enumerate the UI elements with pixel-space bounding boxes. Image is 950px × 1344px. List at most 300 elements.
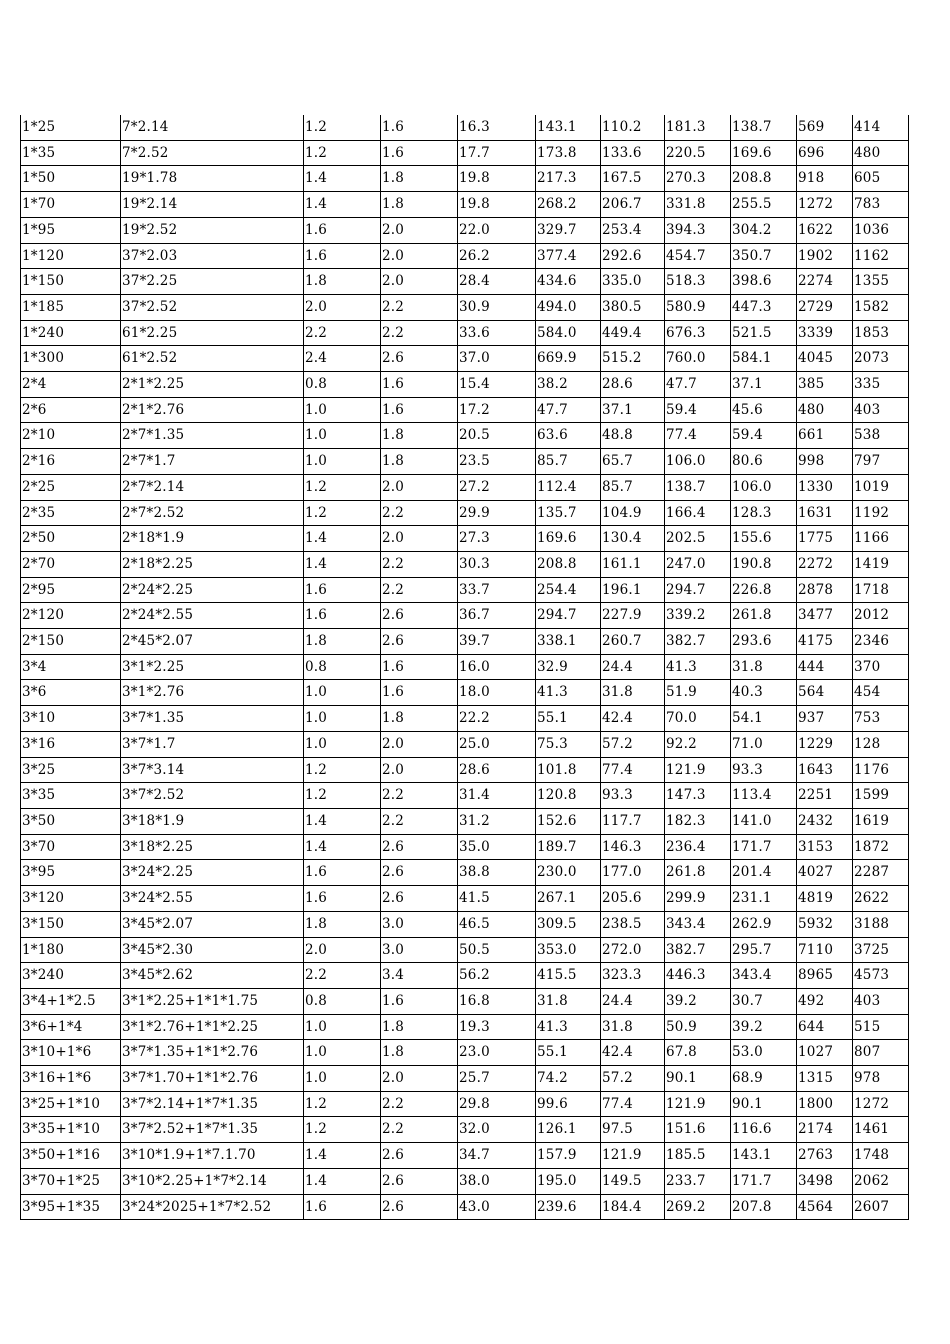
- cell-spec: 3*4: [21, 654, 121, 680]
- cell-conductor: 37*2.25: [121, 269, 304, 295]
- cell-diameter: 22.2: [458, 706, 536, 732]
- cell-value-d: 53.0: [731, 1040, 797, 1066]
- cell-value-b: 57.2: [601, 1066, 665, 1092]
- cell-value-a: 126.1: [536, 1117, 601, 1143]
- cell-value-b: 42.4: [601, 1040, 665, 1066]
- cell-insulation: 0.8: [304, 988, 381, 1014]
- cell-value-b: 104.9: [601, 500, 665, 526]
- cell-value-c: 446.3: [665, 963, 731, 989]
- cell-weight-b: 454: [853, 680, 909, 706]
- cell-weight-b: 2287: [853, 860, 909, 886]
- cell-sheath: 2.0: [381, 757, 458, 783]
- cell-spec: 1*35: [21, 140, 121, 166]
- cell-value-c: 580.9: [665, 294, 731, 320]
- table-row: [21, 526, 909, 552]
- cell-value-a: 112.4: [536, 474, 601, 500]
- cell-diameter: 25.0: [458, 731, 536, 757]
- cell-value-c: 70.0: [665, 706, 731, 732]
- cell-value-c: 676.3: [665, 320, 731, 346]
- cell-value-c: 138.7: [665, 474, 731, 500]
- cell-sheath: 3.4: [381, 963, 458, 989]
- cell-conductor: 3*7*1.70+1*1*2.76: [121, 1066, 304, 1092]
- cell-value-d: 171.7: [731, 834, 797, 860]
- cell-insulation: 1.0: [304, 449, 381, 475]
- cell-value-b: 323.3: [601, 963, 665, 989]
- cell-weight-b: 515: [853, 1014, 909, 1040]
- table-row: [21, 243, 909, 269]
- cell-value-b: 42.4: [601, 706, 665, 732]
- cell-diameter: 38.0: [458, 1168, 536, 1194]
- cell-insulation: 1.4: [304, 166, 381, 192]
- cell-value-c: 343.4: [665, 911, 731, 937]
- cell-weight-b: 370: [853, 654, 909, 680]
- cell-weight-a: 2272: [797, 551, 853, 577]
- cell-sheath: 1.6: [381, 680, 458, 706]
- table-row: [21, 115, 909, 140]
- cell-spec: 2*10: [21, 423, 121, 449]
- cell-weight-b: 1718: [853, 577, 909, 603]
- cell-conductor: 3*24*2.55: [121, 886, 304, 912]
- cell-value-a: 120.8: [536, 783, 601, 809]
- table-row: [21, 629, 909, 655]
- cell-sheath: 2.6: [381, 603, 458, 629]
- cell-sheath: 1.8: [381, 192, 458, 218]
- table-row: [21, 1117, 909, 1143]
- cell-weight-a: 661: [797, 423, 853, 449]
- cell-insulation: 0.8: [304, 372, 381, 398]
- cell-diameter: 27.3: [458, 526, 536, 552]
- cell-spec: 1*95: [21, 217, 121, 243]
- cell-conductor: 3*7*1.35+1*1*2.76: [121, 1040, 304, 1066]
- cell-sheath: 2.0: [381, 474, 458, 500]
- cell-value-b: 117.7: [601, 808, 665, 834]
- cell-weight-b: 1853: [853, 320, 909, 346]
- cell-diameter: 19.8: [458, 192, 536, 218]
- cell-weight-b: 2073: [853, 346, 909, 372]
- cell-spec: 2*25: [21, 474, 121, 500]
- cell-value-a: 239.6: [536, 1194, 601, 1220]
- cell-diameter: 18.0: [458, 680, 536, 706]
- cell-value-d: 521.5: [731, 320, 797, 346]
- cell-conductor: 3*1*2.25: [121, 654, 304, 680]
- table-row: [21, 963, 909, 989]
- cell-spec: 3*95+1*35: [21, 1194, 121, 1220]
- cell-value-c: 51.9: [665, 680, 731, 706]
- table-row: [21, 551, 909, 577]
- cell-spec: 3*240: [21, 963, 121, 989]
- cell-value-d: 226.8: [731, 577, 797, 603]
- cell-value-d: 155.6: [731, 526, 797, 552]
- cell-value-c: 59.4: [665, 397, 731, 423]
- cell-diameter: 23.5: [458, 449, 536, 475]
- cell-value-d: 40.3: [731, 680, 797, 706]
- cell-weight-b: 480: [853, 140, 909, 166]
- cell-conductor: 3*7*2.52+1*7*1.35: [121, 1117, 304, 1143]
- cell-weight-a: 8965: [797, 963, 853, 989]
- cell-diameter: 56.2: [458, 963, 536, 989]
- table-row: [21, 680, 909, 706]
- cell-insulation: 1.0: [304, 731, 381, 757]
- cell-conductor: 37*2.52: [121, 294, 304, 320]
- cell-value-d: 447.3: [731, 294, 797, 320]
- cell-value-a: 55.1: [536, 1040, 601, 1066]
- cell-diameter: 39.7: [458, 629, 536, 655]
- cell-insulation: 1.4: [304, 1168, 381, 1194]
- cell-spec: 3*120: [21, 886, 121, 912]
- cell-diameter: 20.5: [458, 423, 536, 449]
- cell-value-d: 37.1: [731, 372, 797, 398]
- cell-value-d: 207.8: [731, 1194, 797, 1220]
- table-row: [21, 577, 909, 603]
- cell-weight-a: 3339: [797, 320, 853, 346]
- cell-value-c: 299.9: [665, 886, 731, 912]
- cell-conductor: 19*1.78: [121, 166, 304, 192]
- cell-value-d: 71.0: [731, 731, 797, 757]
- cell-weight-b: 2062: [853, 1168, 909, 1194]
- cell-conductor: 3*24*2025+1*7*2.52: [121, 1194, 304, 1220]
- table-row: [21, 886, 909, 912]
- cell-insulation: 1.6: [304, 577, 381, 603]
- cell-spec: 2*70: [21, 551, 121, 577]
- cell-insulation: 1.2: [304, 115, 381, 140]
- cell-spec: 2*120: [21, 603, 121, 629]
- cell-weight-a: 1902: [797, 243, 853, 269]
- cell-weight-b: 1419: [853, 551, 909, 577]
- cell-value-c: 270.3: [665, 166, 731, 192]
- cell-weight-a: 998: [797, 449, 853, 475]
- cell-weight-a: 1229: [797, 731, 853, 757]
- cell-spec: 3*16: [21, 731, 121, 757]
- cell-value-c: 233.7: [665, 1168, 731, 1194]
- cell-conductor: 3*7*2.52: [121, 783, 304, 809]
- cell-insulation: 1.2: [304, 140, 381, 166]
- cell-spec: 3*50: [21, 808, 121, 834]
- cell-weight-a: 492: [797, 988, 853, 1014]
- cell-spec: 3*6: [21, 680, 121, 706]
- cell-value-b: 31.8: [601, 680, 665, 706]
- cell-value-d: 39.2: [731, 1014, 797, 1040]
- table-row: [21, 783, 909, 809]
- cell-insulation: 1.6: [304, 217, 381, 243]
- cell-conductor: 2*7*1.7: [121, 449, 304, 475]
- cell-weight-b: 1461: [853, 1117, 909, 1143]
- cell-value-b: 85.7: [601, 474, 665, 500]
- cell-sheath: 3.0: [381, 937, 458, 963]
- cell-value-a: 189.7: [536, 834, 601, 860]
- cell-insulation: 1.0: [304, 680, 381, 706]
- cell-weight-b: 335: [853, 372, 909, 398]
- cell-diameter: 23.0: [458, 1040, 536, 1066]
- cell-weight-b: 1599: [853, 783, 909, 809]
- cell-weight-a: 2878: [797, 577, 853, 603]
- cell-sheath: 2.6: [381, 346, 458, 372]
- cell-conductor: 2*45*2.07: [121, 629, 304, 655]
- cell-insulation: 2.0: [304, 937, 381, 963]
- cell-value-c: 236.4: [665, 834, 731, 860]
- cell-insulation: 1.2: [304, 474, 381, 500]
- cell-value-d: 93.3: [731, 757, 797, 783]
- cable-spec-table: [20, 115, 909, 1220]
- cell-value-c: 181.3: [665, 115, 731, 140]
- cell-diameter: 29.8: [458, 1091, 536, 1117]
- cell-weight-a: 1643: [797, 757, 853, 783]
- cell-weight-b: 2607: [853, 1194, 909, 1220]
- cell-conductor: 2*1*2.76: [121, 397, 304, 423]
- cell-diameter: 37.0: [458, 346, 536, 372]
- cell-conductor: 2*18*1.9: [121, 526, 304, 552]
- cell-conductor: 3*1*2.76: [121, 680, 304, 706]
- cell-spec: 1*300: [21, 346, 121, 372]
- cell-value-c: 41.3: [665, 654, 731, 680]
- cell-conductor: 19*2.14: [121, 192, 304, 218]
- cell-weight-a: 2274: [797, 269, 853, 295]
- cell-conductor: 3*7*2.14+1*7*1.35: [121, 1091, 304, 1117]
- cell-weight-b: 1019: [853, 474, 909, 500]
- cell-value-b: 133.6: [601, 140, 665, 166]
- cell-value-b: 24.4: [601, 988, 665, 1014]
- table-row: [21, 449, 909, 475]
- cell-conductor: 3*10*2.25+1*7*2.14: [121, 1168, 304, 1194]
- cell-weight-a: 4564: [797, 1194, 853, 1220]
- cell-conductor: 2*18*2.25: [121, 551, 304, 577]
- cell-value-d: 30.7: [731, 988, 797, 1014]
- cell-weight-b: 403: [853, 397, 909, 423]
- cell-value-d: 128.3: [731, 500, 797, 526]
- cell-value-b: 161.1: [601, 551, 665, 577]
- cell-value-a: 41.3: [536, 1014, 601, 1040]
- table-row: [21, 757, 909, 783]
- cell-weight-b: 807: [853, 1040, 909, 1066]
- cell-diameter: 28.6: [458, 757, 536, 783]
- cell-value-a: 294.7: [536, 603, 601, 629]
- cell-value-a: 254.4: [536, 577, 601, 603]
- cell-conductor: 3*45*2.62: [121, 963, 304, 989]
- cell-insulation: 2.4: [304, 346, 381, 372]
- cell-value-d: 45.6: [731, 397, 797, 423]
- cell-value-b: 77.4: [601, 1091, 665, 1117]
- cell-sheath: 2.6: [381, 629, 458, 655]
- cell-weight-b: 1872: [853, 834, 909, 860]
- cell-value-a: 377.4: [536, 243, 601, 269]
- cell-weight-a: 2729: [797, 294, 853, 320]
- cell-value-a: 32.9: [536, 654, 601, 680]
- cell-value-a: 267.1: [536, 886, 601, 912]
- cell-diameter: 30.9: [458, 294, 536, 320]
- cell-sheath: 2.2: [381, 1117, 458, 1143]
- cell-sheath: 2.2: [381, 808, 458, 834]
- cell-value-b: 48.8: [601, 423, 665, 449]
- cell-value-a: 169.6: [536, 526, 601, 552]
- cell-value-c: 77.4: [665, 423, 731, 449]
- cell-sheath: 2.2: [381, 1091, 458, 1117]
- cell-insulation: 1.2: [304, 757, 381, 783]
- cell-value-a: 41.3: [536, 680, 601, 706]
- cell-value-b: 206.7: [601, 192, 665, 218]
- table-row: [21, 706, 909, 732]
- cell-spec: 1*240: [21, 320, 121, 346]
- cell-diameter: 16.0: [458, 654, 536, 680]
- cell-value-d: 304.2: [731, 217, 797, 243]
- cell-insulation: 1.0: [304, 423, 381, 449]
- cell-weight-a: 3153: [797, 834, 853, 860]
- cell-sheath: 2.2: [381, 500, 458, 526]
- cell-conductor: 3*10*1.9+1*7.1.70: [121, 1143, 304, 1169]
- table-row: [21, 860, 909, 886]
- cell-sheath: 2.0: [381, 269, 458, 295]
- cell-spec: 2*50: [21, 526, 121, 552]
- cell-insulation: 1.6: [304, 860, 381, 886]
- cell-sheath: 2.6: [381, 1168, 458, 1194]
- cell-weight-a: 4027: [797, 860, 853, 886]
- cell-value-a: 584.0: [536, 320, 601, 346]
- cell-conductor: 2*24*2.25: [121, 577, 304, 603]
- cell-spec: 1*50: [21, 166, 121, 192]
- cell-value-b: 146.3: [601, 834, 665, 860]
- cell-weight-b: 4573: [853, 963, 909, 989]
- cell-spec: 3*35: [21, 783, 121, 809]
- cell-insulation: 2.0: [304, 294, 381, 320]
- cell-value-d: 169.6: [731, 140, 797, 166]
- cell-weight-a: 444: [797, 654, 853, 680]
- cell-spec: 3*70: [21, 834, 121, 860]
- cable-spec-table-wrapper: [20, 115, 909, 1220]
- table-body: [21, 115, 909, 1220]
- cell-value-a: 135.7: [536, 500, 601, 526]
- cell-conductor: 3*1*2.76+1*1*2.25: [121, 1014, 304, 1040]
- cell-value-c: 147.3: [665, 783, 731, 809]
- cell-value-a: 31.8: [536, 988, 601, 1014]
- cell-sheath: 2.0: [381, 731, 458, 757]
- cell-value-a: 47.7: [536, 397, 601, 423]
- cell-conductor: 3*24*2.25: [121, 860, 304, 886]
- cell-insulation: 1.6: [304, 1194, 381, 1220]
- cell-value-b: 37.1: [601, 397, 665, 423]
- cell-spec: 2*150: [21, 629, 121, 655]
- cell-value-b: 77.4: [601, 757, 665, 783]
- table-row: [21, 423, 909, 449]
- cell-weight-b: 1176: [853, 757, 909, 783]
- cell-diameter: 31.4: [458, 783, 536, 809]
- cell-sheath: 1.6: [381, 654, 458, 680]
- cell-conductor: 7*2.52: [121, 140, 304, 166]
- cell-sheath: 1.6: [381, 397, 458, 423]
- cell-value-d: 54.1: [731, 706, 797, 732]
- cell-conductor: 3*18*1.9: [121, 808, 304, 834]
- cell-value-b: 97.5: [601, 1117, 665, 1143]
- cell-value-a: 494.0: [536, 294, 601, 320]
- cell-sheath: 2.2: [381, 783, 458, 809]
- cell-value-b: 130.4: [601, 526, 665, 552]
- cell-insulation: 1.4: [304, 808, 381, 834]
- cell-diameter: 25.7: [458, 1066, 536, 1092]
- table-row: [21, 937, 909, 963]
- cell-value-c: 382.7: [665, 629, 731, 655]
- cell-value-d: 231.1: [731, 886, 797, 912]
- cell-weight-a: 644: [797, 1014, 853, 1040]
- cell-weight-b: 605: [853, 166, 909, 192]
- cell-value-c: 339.2: [665, 603, 731, 629]
- cell-value-c: 39.2: [665, 988, 731, 1014]
- cell-sheath: 1.8: [381, 423, 458, 449]
- cell-conductor: 3*45*2.07: [121, 911, 304, 937]
- cell-weight-a: 4045: [797, 346, 853, 372]
- cell-weight-b: 978: [853, 1066, 909, 1092]
- cell-weight-a: 1622: [797, 217, 853, 243]
- cell-sheath: 2.2: [381, 551, 458, 577]
- cell-insulation: 1.4: [304, 1143, 381, 1169]
- cell-diameter: 43.0: [458, 1194, 536, 1220]
- cell-value-b: 515.2: [601, 346, 665, 372]
- cell-spec: 1*120: [21, 243, 121, 269]
- cell-value-d: 350.7: [731, 243, 797, 269]
- table-row: [21, 1194, 909, 1220]
- table-row: [21, 1091, 909, 1117]
- cell-weight-a: 2763: [797, 1143, 853, 1169]
- cell-value-b: 65.7: [601, 449, 665, 475]
- cell-insulation: 1.8: [304, 911, 381, 937]
- cell-diameter: 15.4: [458, 372, 536, 398]
- cell-value-b: 93.3: [601, 783, 665, 809]
- cell-conductor: 2*1*2.25: [121, 372, 304, 398]
- cell-value-a: 101.8: [536, 757, 601, 783]
- cell-weight-a: 4819: [797, 886, 853, 912]
- table-row: [21, 217, 909, 243]
- table-row: [21, 372, 909, 398]
- cell-weight-b: 753: [853, 706, 909, 732]
- cell-insulation: 1.4: [304, 192, 381, 218]
- table-row: [21, 166, 909, 192]
- cell-insulation: 1.6: [304, 603, 381, 629]
- cell-value-c: 50.9: [665, 1014, 731, 1040]
- cell-weight-a: 385: [797, 372, 853, 398]
- cell-diameter: 35.0: [458, 834, 536, 860]
- cell-conductor: 3*1*2.25+1*1*1.75: [121, 988, 304, 1014]
- cell-value-c: 151.6: [665, 1117, 731, 1143]
- cell-weight-a: 2174: [797, 1117, 853, 1143]
- cell-conductor: 3*7*1.35: [121, 706, 304, 732]
- cell-diameter: 50.5: [458, 937, 536, 963]
- cell-weight-a: 1315: [797, 1066, 853, 1092]
- cell-weight-b: 1582: [853, 294, 909, 320]
- cell-value-d: 138.7: [731, 115, 797, 140]
- cell-insulation: 1.0: [304, 1066, 381, 1092]
- cell-value-b: 253.4: [601, 217, 665, 243]
- cell-value-a: 85.7: [536, 449, 601, 475]
- cell-spec: 3*25: [21, 757, 121, 783]
- cell-sheath: 1.6: [381, 115, 458, 140]
- cell-insulation: 1.4: [304, 551, 381, 577]
- cell-spec: 3*4+1*2.5: [21, 988, 121, 1014]
- cell-value-c: 182.3: [665, 808, 731, 834]
- cell-value-b: 177.0: [601, 860, 665, 886]
- cell-value-d: 31.8: [731, 654, 797, 680]
- cell-sheath: 3.0: [381, 911, 458, 937]
- cell-value-a: 217.3: [536, 166, 601, 192]
- cell-value-d: 68.9: [731, 1066, 797, 1092]
- table-row: [21, 808, 909, 834]
- cell-weight-b: 2346: [853, 629, 909, 655]
- cell-insulation: 1.0: [304, 1040, 381, 1066]
- cell-spec: 3*50+1*16: [21, 1143, 121, 1169]
- cell-sheath: 1.8: [381, 166, 458, 192]
- cell-value-a: 152.6: [536, 808, 601, 834]
- cell-diameter: 33.7: [458, 577, 536, 603]
- table-row: [21, 294, 909, 320]
- cell-sheath: 2.2: [381, 577, 458, 603]
- cell-value-c: 518.3: [665, 269, 731, 295]
- cell-value-c: 121.9: [665, 1091, 731, 1117]
- cell-weight-a: 1330: [797, 474, 853, 500]
